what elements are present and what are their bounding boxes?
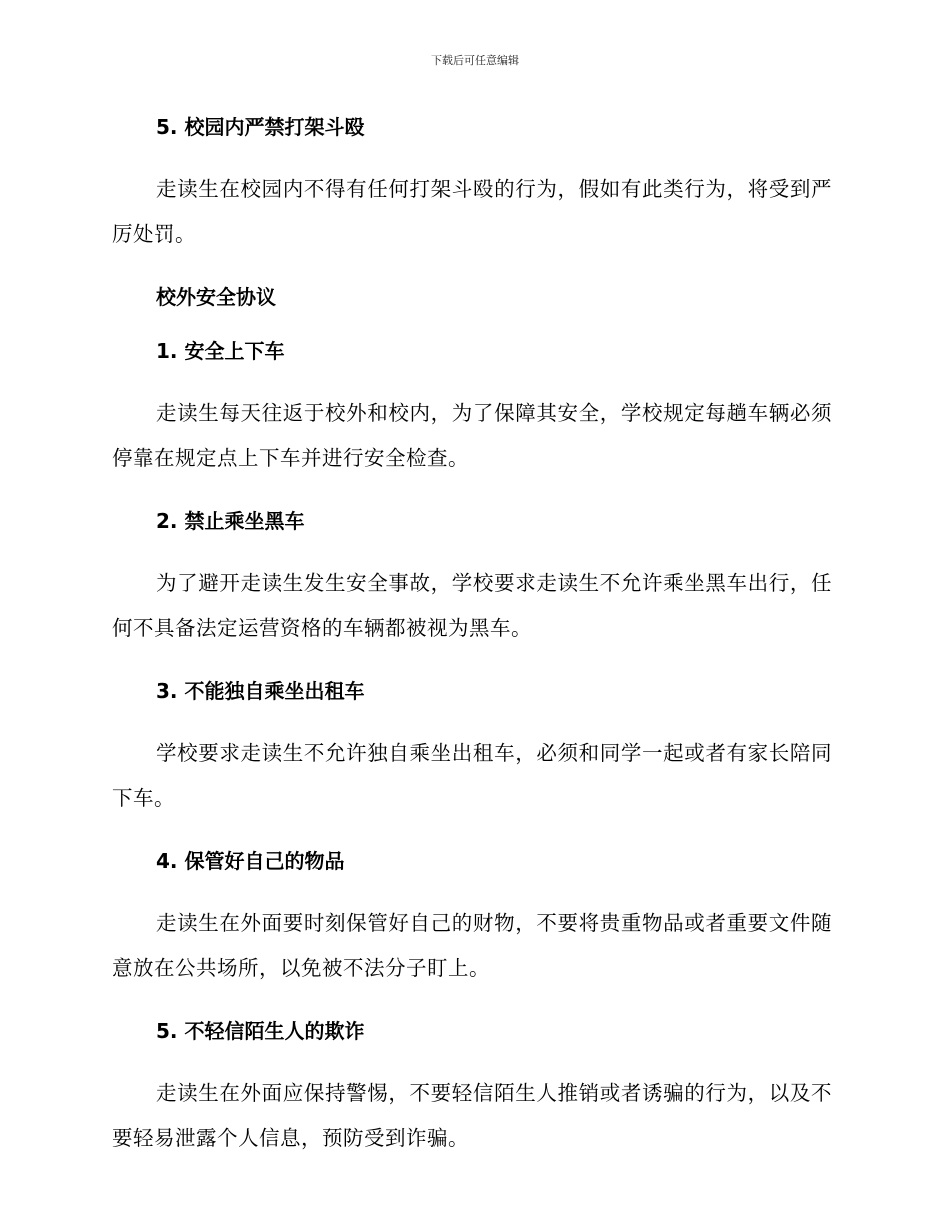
para-safe-boarding: 走读生每天往返于校外和校内，为了保障其安全，学校规定每趟车辆必须停靠在规定点上下车并进行安全检查。 (112, 401, 832, 470)
para-stranger-fraud: 走读生在外面应保持警惕，不要轻信陌生人推销或者诱骗的行为，以及不要轻易泄露个人信息，预防受到诈骗。 (112, 1081, 832, 1150)
para-no-solo-taxi: 学校要求走读生不允许独自乘坐出租车，必须和同学一起或者有家长陪同下车。 (112, 741, 832, 810)
heading-campus-fighting: 5. 校园内严禁打架斗殴 (156, 115, 365, 139)
page-header-note: 下载后可任意编辑 (431, 54, 519, 67)
heading-no-illegal-cars: 2. 禁止乘坐黑车 (156, 509, 305, 533)
heading-stranger-fraud: 5. 不轻信陌生人的欺诈 (156, 1019, 365, 1043)
heading-off-campus-agreement: 校外安全协议 (156, 285, 276, 309)
para-campus-fighting: 走读生在校园内不得有任何打架斗殴的行为，假如有此类行为，将受到严厉处罚。 (112, 177, 832, 246)
heading-safe-boarding: 1. 安全上下车 (156, 339, 285, 363)
document-body (112, 113, 832, 1187)
heading-keep-belongings: 4. 保管好自己的物品 (156, 849, 345, 873)
para-no-illegal-cars: 为了避开走读生发生安全事故，学校要求走读生不允许乘坐黑车出行，任何不具备法定运营资格的车辆都被视为黑车。 (112, 571, 832, 640)
heading-no-solo-taxi: 3. 不能独自乘坐出租车 (156, 679, 365, 703)
para-keep-belongings: 走读生在外面要时刻保管好自己的财物，不要将贵重物品或者重要文件随意放在公共场所，以免被不法分子盯上。 (112, 911, 832, 980)
